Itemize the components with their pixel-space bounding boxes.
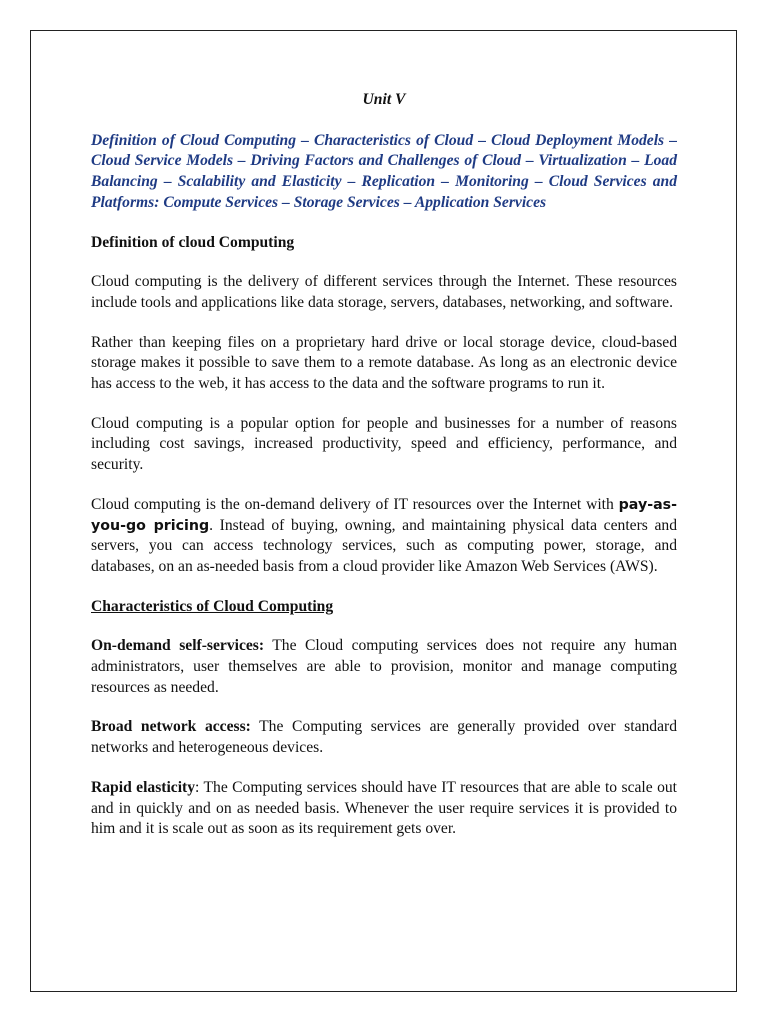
section-heading-characteristics: Characteristics of Cloud Computing [91,597,334,615]
bold-phrase-pricing: pay-as-you-go pricing [91,496,677,534]
characteristic-item [91,717,677,758]
document-body [91,90,677,859]
syllabus-topics: Definition of Cloud Computing – Characteristics of Cloud – Cloud Deployment Models – Cloud Service Models – Driving Factors and Challenges of Cloud – Virtualization – Load Balancing – Scalability and Elasticity – Replication – Monitoring – Cloud Services and Platforms: Compute Services – Storage Services – Application Services [91,131,677,211]
paragraph-pricing [91,495,677,578]
characteristic-text: The Cloud computing services does not require any human administrators, user themselves are able to provision, monitor and manage computing resources as needed. [91,637,677,696]
unit-title: Unit V [362,91,406,108]
characteristic-term: Rapid elasticity [91,778,196,796]
characteristic-item [91,778,677,840]
section-heading-definition: Definition of cloud Computing [91,233,295,251]
paragraph: Cloud computing is a popular option for people and businesses for a number of reasons including cost savings, increased productivity, speed and efficiency, performance, and security. [91,414,677,474]
characteristic-term: On-demand self-services: [91,637,265,655]
paragraph-text: . Instead of buying, owning, and maintaining physical data centers and servers, you can access technology services, such as computing power, storage, and databases, on an as-needed basis from a cloud provider like Amazon Web Services (AWS). [91,516,677,575]
characteristic-text: The Computing services are generally provided over standard networks and heterogeneous devices. [91,718,677,757]
paragraph: Rather than keeping files on a proprietary hard drive or local storage device, cloud-based storage makes it possible to save them to a remote database. As long as an electronic device has access to the web, it has access to the data and the software programs to run it. [91,333,677,393]
characteristic-text: : The Computing services should have IT resources that are able to scale out and in quickly and on as needed basis. Whenever the user require services it is provided to him and it is scale out as soon as its requirement gets over. [91,778,678,838]
paragraph: Cloud computing is the delivery of different services through the Internet. These resources include tools and applications like data storage, servers, databases, networking, and software. [91,273,677,311]
characteristic-term: Broad network access: [91,718,251,736]
paragraph-text: Cloud computing is the on-demand delivery of IT resources over the Internet with [91,495,619,513]
characteristic-item [91,636,677,698]
